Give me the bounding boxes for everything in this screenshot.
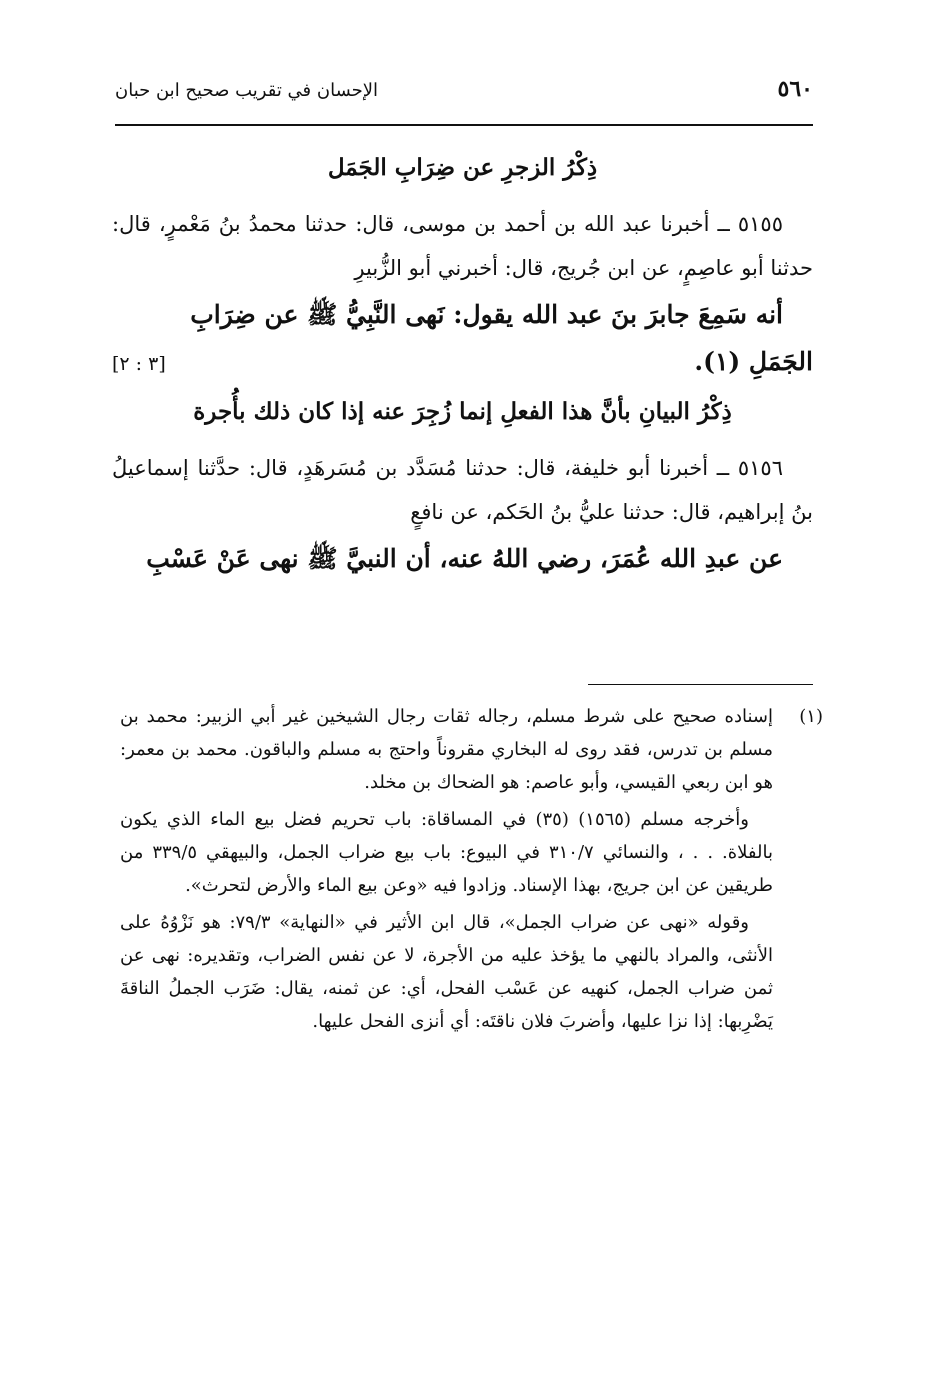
- hadith-5155-matn-end: الجَمَلِ (١).: [694, 347, 813, 376]
- footnote-number: (١): [799, 706, 823, 727]
- running-title: الإحسان في تقريب صحيح ابن حبان: [115, 80, 379, 101]
- footnote-1: [120, 700, 823, 1042]
- footnote-divider: [588, 684, 813, 685]
- hadith-5156-matn: عن عبدِ الله عُمَرَ، رضي اللهُ عنه، أن النبيَّ ﷺ نهى عَنْ عَسْبِ: [146, 544, 783, 573]
- main-text: [112, 140, 813, 584]
- chapter-heading-1: ذِكْرُ الزجرِ عن ضِرَابِ الجَمَل: [327, 154, 598, 181]
- hadith-5155-end-row: [112, 340, 813, 384]
- hadith-5155-isnad: ٥١٥٥ ــ أخبرنا عبد الله بن أحمد بن موسى، قال: حدثنا محمدُ بنُ مَعْمرٍ، قال: حدثنا أبو عاصِمٍ، عن ابن جُريج، قال: أخبرني أبو الزُّبيرِ: [112, 212, 813, 280]
- page-number: ٥٦٠: [777, 76, 813, 102]
- footnote-paragraph: وأخرجه مسلم (١٥٦٥) (٣٥) في المساقاة: باب تحريم فضل بيع الماء الذي يكون بالفلاة. . . ، والنسائي ٣١٠/٧ في البيوع: باب بيع ضراب الجمل، والبيهقي ٣٣٩/٥ من طريقين عن ابن جريج، بهذا الإسناد. وزادوا فيه «وعن بيع الماء والأرض لتحرث».: [120, 809, 773, 896]
- footnote-paragraph: وقوله «نهى عن ضراب الجمل»، قال ابن الأثير في «النهاية» ٧٩/٣: هو نَزْوُهُ على الأنثى، والمراد بالنهي ما يؤخذ عليه من الأجرة، لا عن نفس الضراب، وتقديره: نهى عن ثمن ضراب الجمل، كنهيه عن عَسْب الفحل، أي: عن ثمنه، يقال: ضَرَب الجملُ الناقةَ يَضْرِبها: إذا نزا عليها، وأضربَ فلان ناقتَه: أي أنزى الفحل عليها.: [120, 912, 773, 1032]
- hadith-5155-matn: أنه سَمِعَ جابرَ بنَ عبد الله يقول: نَهى النَّبِيُّ ﷺ عن ضِرَابِ: [190, 300, 783, 329]
- hadith-5155-reference: [٣ : ٢]: [112, 353, 166, 375]
- footnote-paragraph: إسناده صحيح على شرط مسلم، رجاله ثقات رجال الشيخين غير أبي الزبير: محمد بن مسلم بن تدرس، فقد روى له البخاري مقروناً واحتج به مسلم والباقون. محمد بن معمر: هو ابن ربعي القيسي، وأبو عاصم: هو الضحاك بن مخلد.: [120, 706, 773, 793]
- page-header: [115, 76, 813, 120]
- hadith-5156-isnad: ٥١٥٦ ــ أخبرنا أبو خليفة، قال: حدثنا مُسَدَّد بن مُسَرهَدٍ، قال: حدَّثنا إسماعيلُ بنُ إبراهيم، قال: حدثنا عليُّ بنُ الحَكم، عن نافعٍ: [112, 456, 813, 524]
- footnotes: [120, 700, 823, 1042]
- chapter-heading-2: ذِكْرُ البيانِ بأنَّ هذا الفعلِ إنما زُجِرَ عنه إذا كان ذلك بأُجرة: [193, 398, 732, 425]
- footnote-body: [120, 700, 773, 1042]
- header-divider: [115, 124, 813, 126]
